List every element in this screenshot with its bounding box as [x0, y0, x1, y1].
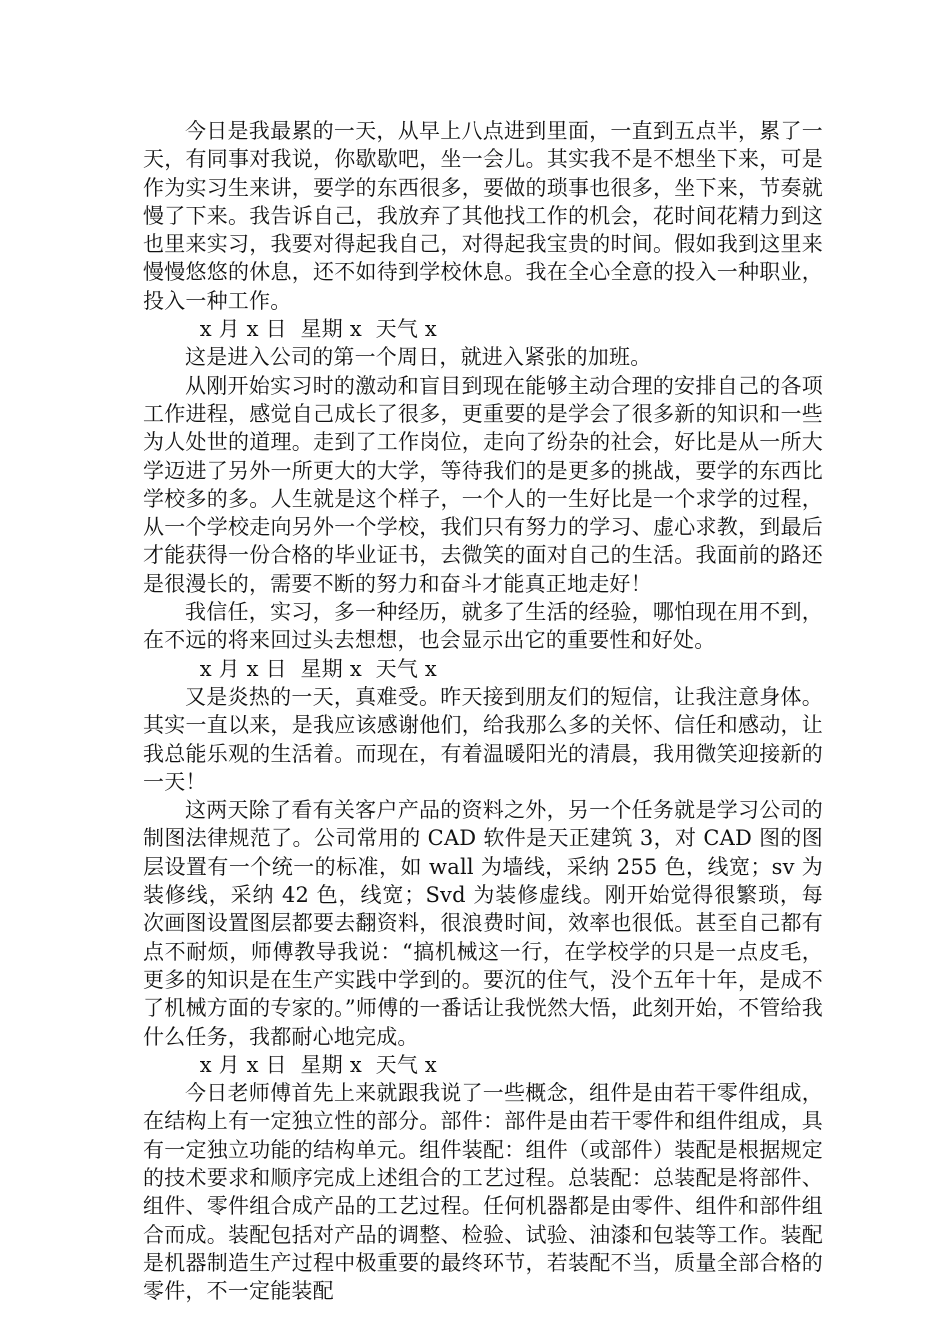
paragraph: 这两天除了看有关客户产品的资料之外，另一个任务就是学习公司的制图法律规范了。公司常用的 CAD 软件是天正建筑 3，对 CAD 图的图层设置有一个统一的标准，如 wall 为墙线，采纳 255 色，线宽；sv 为装修线，采纳 42 色，线宽；Svd 为装修虚线。刚开始觉得很繁琐，每次画图设置图层都要去翻资料，很浪费时间，效率也很低。甚至自己都有点不耐烦，师傅教导我说：“搞机械这一行，在学校学的只是一点皮毛，更多的知识是在生产实践中学到的。要沉的住气，没个五年十年，是成不了机械方面的专家的。”师傅的一番话让我恍然大悟，此刻开始，不管给我什么任务，我都耐心地完成。 [143, 798, 823, 1049]
document-body [143, 117, 823, 1305]
paragraph: 又是炎热的一天，真难受。昨天接到朋友们的短信，让我注意身体。其实一直以来，是我应该感谢他们，给我那么多的关怀、信任和感动，让我总能乐观的生活着。而现在，有着温暖阳光的清晨，我用微笑迎接新的一天！ [143, 684, 823, 794]
paragraph: 这是进入公司的第一个周日，就进入紧张的加班。 [185, 345, 652, 370]
diary-date-line: x 月 x 日 星期 x 天气 x [199, 1052, 437, 1077]
diary-date-line: x 月 x 日 星期 x 天气 x [199, 656, 437, 681]
diary-date-line: x 月 x 日 星期 x 天气 x [199, 317, 437, 342]
paragraph: 从刚开始实习时的激动和盲目到现在能够主动合理的安排自己的各项工作进程，感觉自己成长了很多，更重要的是学会了很多新的知识和一些为人处世的道理。走到了工作岗位，走向了纷杂的社会，好比是从一所大学迈进了另外一所更大的大学，等待我们的是更多的挑战，要学的东西比学校多的多。人生就是这个样子，一个人的一生好比是一个求学的过程，从一个学校走向另外一个学校，我们只有努力的学习、虚心求教，到最后才能获得一份合格的毕业证书，去微笑的面对自己的生活。我面前的路还是很漫长的，需要不断的努力和奋斗才能真正地走好！ [143, 373, 823, 596]
paragraph: 今日是我最累的一天，从早上八点进到里面，一直到五点半，累了一天，有同事对我说，你歇歇吧，坐一会儿。其实我不是不想坐下来，可是作为实习生来讲，要学的东西很多，要做的琐事也很多，坐下来，节奏就慢了下来。我告诉自己，我放弃了其他找工作的机会，花时间花精力到这也里来实习，我要对得起我自己，对得起我宝贵的时间。假如我到这里来慢慢悠悠的休息，还不如待到学校休息。我在全心全意的投入一种职业，投入一种工作。 [143, 119, 823, 313]
paragraph: 今日老师傅首先上来就跟我说了一些概念，组件是由若干零件组成，在结构上有一定独立性的部分。部件：部件是由若干零件和组件组成，具有一定独立功能的结构单元。组件装配：组件（或部件）装配是根据规定的技术要求和顺序完成上述组合的工艺过程。总装配：总装配是将部件、组件、零件组合成产品的工艺过程。任何机器都是由零件、组件和部件组合而成。装配包括对产品的调整、检验、试验、油漆和包装等工作。装配是机器制造生产过程中极重要的最终环节，若装配不当，质量全部合格的零件，不一定能装配 [143, 1081, 823, 1304]
paragraph: 我信任，实习，多一种经历，就多了生活的经验，哪怕现在用不到，在不远的将来回过头去想想，也会显示出它的重要性和好处。 [143, 600, 823, 653]
